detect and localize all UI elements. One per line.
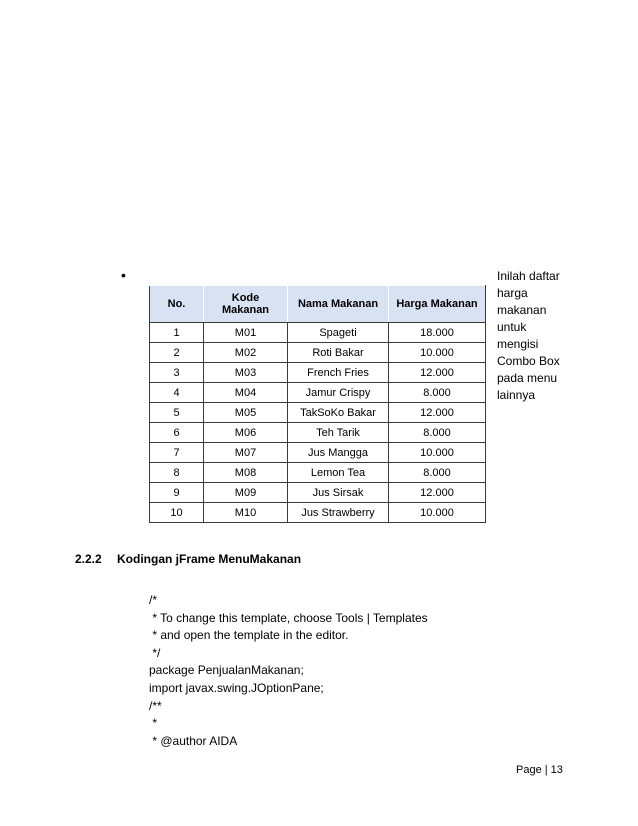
cell-nama: French Fries xyxy=(288,363,389,383)
cell-harga: 12.000 xyxy=(389,403,486,423)
table-row xyxy=(150,483,486,503)
table-row xyxy=(150,503,486,523)
code-line: import javax.swing.JOptionPane; xyxy=(149,680,324,695)
cell-kode: M08 xyxy=(204,463,288,483)
cell-harga: 12.000 xyxy=(389,363,486,383)
food-price-table xyxy=(149,285,486,523)
table-row xyxy=(150,383,486,403)
cell-harga: 10.000 xyxy=(389,443,486,463)
cell-harga: 8.000 xyxy=(389,463,486,483)
cell-no: 8 xyxy=(150,463,204,483)
cell-nama: Jamur Crispy xyxy=(288,383,389,403)
code-line: /* xyxy=(149,593,158,607)
code-line: * and open the template in the editor. xyxy=(149,628,349,643)
code-line: * @author AIDA xyxy=(149,733,238,748)
table-row xyxy=(150,463,486,483)
cell-harga: 8.000 xyxy=(389,383,486,403)
cell-harga: 10.000 xyxy=(389,343,486,363)
cell-nama: Spageti xyxy=(288,323,389,343)
cell-no: 4 xyxy=(150,383,204,403)
cell-kode: M09 xyxy=(204,483,288,503)
cell-harga: 8.000 xyxy=(389,423,486,443)
page-number: Page | 13 xyxy=(516,764,563,776)
cell-harga: 18.000 xyxy=(389,323,486,343)
cell-kode: M01 xyxy=(204,323,288,343)
cell-nama: Jus Strawberry xyxy=(288,503,389,523)
code-block xyxy=(149,592,428,750)
table-row xyxy=(150,423,486,443)
cell-nama: TakSoKo Bakar xyxy=(288,403,389,423)
section-number: 2.2.2 xyxy=(75,552,102,566)
code-line: */ xyxy=(149,645,161,660)
cell-no: 3 xyxy=(150,363,204,383)
side-note-text: Inilah daftar harga makanan untuk mengisi Combo Box pada menu lainnya xyxy=(497,269,560,402)
code-line: * xyxy=(149,716,158,731)
cell-no: 7 xyxy=(150,443,204,463)
cell-no: 5 xyxy=(150,403,204,423)
cell-kode: M03 xyxy=(204,363,288,383)
cell-kode: M05 xyxy=(204,403,288,423)
table-row xyxy=(150,403,486,423)
section-heading xyxy=(75,552,301,566)
cell-no: 2 xyxy=(150,343,204,363)
cell-kode: M06 xyxy=(204,423,288,443)
cell-kode: M10 xyxy=(204,503,288,523)
header-kode-makanan: Kode Makanan xyxy=(204,286,288,323)
cell-kode: M07 xyxy=(204,443,288,463)
header-harga-makanan: Harga Makanan xyxy=(389,286,486,323)
table-row xyxy=(150,443,486,463)
cell-nama: Jus Mangga xyxy=(288,443,389,463)
cell-kode: M02 xyxy=(204,343,288,363)
header-no: No. xyxy=(150,286,204,323)
cell-no: 6 xyxy=(150,423,204,443)
cell-harga: 10.000 xyxy=(389,503,486,523)
table-header-row xyxy=(150,286,486,323)
code-line: package PenjualanMakanan; xyxy=(149,663,304,678)
code-line: * To change this template, choose Tools | Templates xyxy=(149,610,428,625)
cell-nama: Roti Bakar xyxy=(288,343,389,363)
cell-no: 9 xyxy=(150,483,204,503)
cell-nama: Teh Tarik xyxy=(288,423,389,443)
table-row xyxy=(150,323,486,343)
code-line: /** xyxy=(149,698,162,713)
cell-kode: M04 xyxy=(204,383,288,403)
header-nama-makanan: Nama Makanan xyxy=(288,286,389,323)
cell-no: 1 xyxy=(150,323,204,343)
cell-nama: Jus Sirsak xyxy=(288,483,389,503)
cell-nama: Lemon Tea xyxy=(288,463,389,483)
cell-harga: 12.000 xyxy=(389,483,486,503)
bullet-marker: • xyxy=(121,267,126,283)
table-row xyxy=(150,363,486,383)
table-row xyxy=(150,343,486,363)
section-title: Kodingan jFrame MenuMakanan xyxy=(117,552,302,566)
cell-no: 10 xyxy=(150,503,204,523)
